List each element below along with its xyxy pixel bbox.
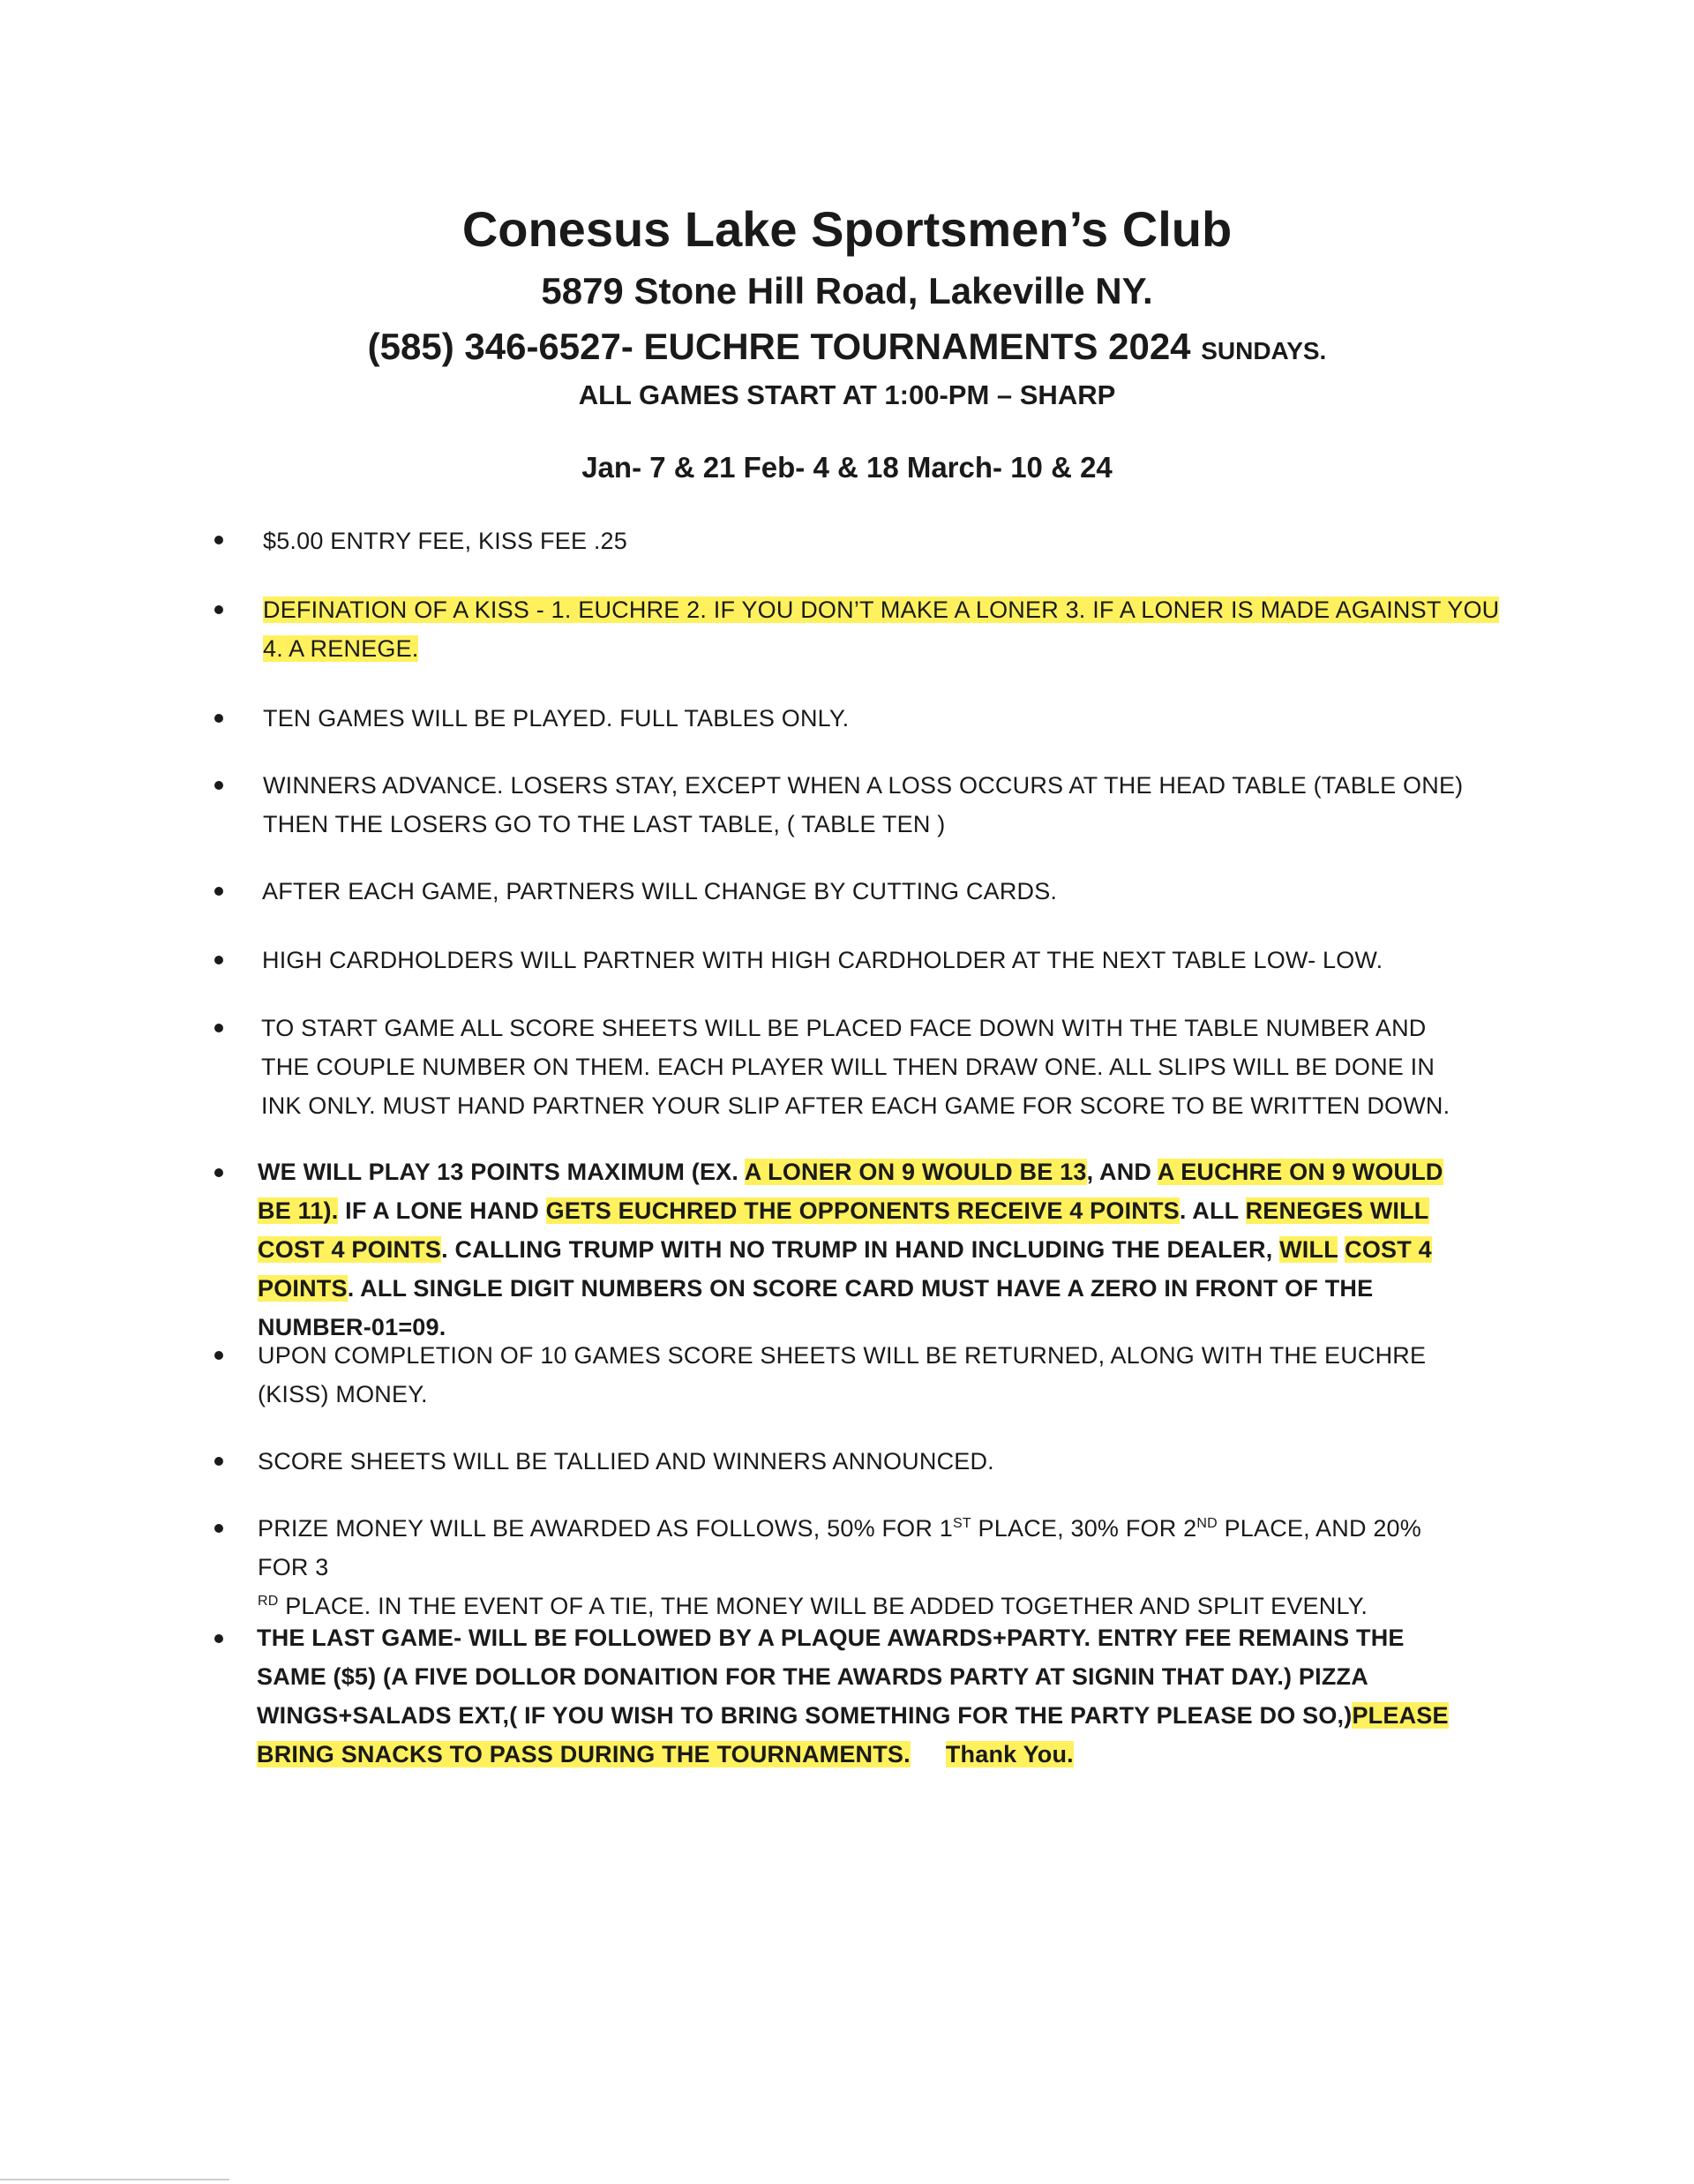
rule-text: WINNERS ADVANCE. LOSERS STAY, EXCEPT WHEN A LOSS OCCURS AT THE HEAD TABLE (TABLE ONE) THEN THE LOSERS GO TO THE LAST TABLE, ( TABLE TEN ) [263,772,1464,837]
highlighted-text: A EUCHRE ON 9 WOULD BE 11). [258,1159,1443,1224]
bullet-icon [214,781,223,790]
bullet-icon [214,1634,223,1643]
highlighted-text: GETS EUCHRED THE OPPONENTS RECEIVE 4 POINTS [545,1197,1180,1224]
superscript: ND [1196,1516,1218,1531]
phone-tournament-line [0,321,1694,377]
start-time: ALL GAMES START AT 1:00-PM – SHARP [578,379,1116,410]
rule-text-part [1338,1236,1345,1263]
rule-text [257,1618,1465,1774]
rule-text: TO START GAME ALL SCORE SHEETS WILL BE PLACED FACE DOWN WITH THE TABLE NUMBER AND THE COUPLE NUMBER ON THEM. EACH PLAYER WILL THEN DRAW ONE. ALL SLIPS WILL BE DONE IN INK ONLY. MUST HAND PARTNER YOUR SLIP AFTER EACH GAME FOR SCORE TO BE WRITTEN DOWN. [261,1015,1450,1119]
phone-text: (585) 346-6527- EUCHRE TOURNAMENTS 2024 [367,326,1191,367]
highlighted-text: 4. A RENEGE. [263,635,419,662]
rule-text [258,1152,1475,1347]
highlighted-text: WILL [1279,1236,1338,1263]
highlighted-text: A LONER ON 9 WOULD BE 13 [744,1159,1087,1185]
rule-text-part: PRIZE MONEY WILL BE AWARDED AS FOLLOWS, 50% FOR 1 [258,1515,953,1542]
sundays-label: SUNDAYS. [1201,337,1327,364]
club-address: 5879 Stone Hill Road, Lakeville NY. [541,270,1153,311]
bullet-icon [214,1457,223,1466]
rule-text-part: IF A LONE HAND [338,1197,546,1224]
rule-text: AFTER EACH GAME, PARTNERS WILL CHANGE BY CUTTING CARDS. [262,878,1058,904]
rule-text: HIGH CARDHOLDERS WILL PARTNER WITH HIGH CARDHOLDER AT THE NEXT TABLE LOW- LOW. [262,947,1383,973]
rule-text-part: . ALL [1179,1197,1246,1224]
rule-text-part: PLACE. IN THE EVENT OF A TIE, THE MONEY WILL BE ADDED TOGETHER AND SPLIT EVENLY. [278,1593,1368,1619]
bullet-icon [214,1351,223,1360]
bullet-icon [214,714,223,723]
rule-text: TEN GAMES WILL BE PLAYED. FULL TABLES ONLY. [263,705,850,732]
highlighted-text: DEFINATION OF A KISS - 1. EUCHRE 2. IF YOU DON’T MAKE A LONER 3. IF A LONER IS MADE AGAINST YOU [263,597,1500,623]
bullet-icon [214,1168,223,1177]
tournament-dates: Jan- 7 & 21 Feb- 4 & 18 March- 10 & 24 [581,451,1113,484]
rule-text [258,1509,1475,1625]
rule-text-part: , AND [1086,1159,1158,1185]
superscript: ST [953,1516,971,1531]
superscript: RD [258,1594,279,1609]
rule-text [263,590,1516,668]
bullet-icon [214,887,223,896]
rule-text-part: PLACE, AND 20% FOR 3 [258,1515,1421,1580]
bullet-icon [214,1024,223,1032]
scan-edge-line [0,2179,229,2180]
bullet-icon [214,956,223,964]
rule-text-part: PLACE, 30% FOR 2 [971,1515,1197,1542]
bullet-icon [214,536,223,544]
club-title: Conesus Lake Sportsmen’s Club [461,201,1233,257]
rule-text-part: THE LAST GAME- WILL BE FOLLOWED BY A PLAQUE AWARDS+PARTY. ENTRY FEE REMAINS THE SAME ($5) (A FIVE DOLLOR DONAITION FOR THE AWARDS PARTY AT SIGNIN THAT DAY.) PIZZA WINGS+SALADS EXT,( IF YOU WISH TO BRING SOMETHING FOR THE PARTY PLEASE DO SO,) [257,1625,1405,1729]
bullet-icon [214,605,223,614]
rule-text: SCORE SHEETS WILL BE TALLIED AND WINNERS ANNOUNCED. [258,1448,994,1475]
highlighted-text: PLEASE BRING SNACKS TO PASS DURING THE TOURNAMENTS. [257,1702,1449,1767]
rule-text-part: WE WILL PLAY 13 POINTS MAXIMUM (EX. [258,1159,745,1185]
rule-text-part: . CALLING TRUMP WITH NO TRUMP IN HAND INCLUDING THE DEALER, [441,1236,1280,1263]
rule-text: UPON COMPLETION OF 10 GAMES SCORE SHEETS WILL BE RETURNED, ALONG WITH THE EUCHRE (KISS) MONEY. [258,1342,1427,1407]
bullet-icon [214,1524,223,1533]
highlighted-text: COST 4 POINTS [258,1236,1432,1302]
highlighted-text: RENEGES WILL COST 4 POINTS [258,1197,1429,1263]
rule-text: $5.00 ENTRY FEE, KISS FEE .25 [263,528,627,554]
rule-text-part: . ALL SINGLE DIGIT NUMBERS ON SCORE CARD MUST HAVE A ZERO IN FRONT OF THE NUMBER-01=09. [258,1275,1374,1340]
highlighted-text: Thank You. [945,1741,1074,1767]
